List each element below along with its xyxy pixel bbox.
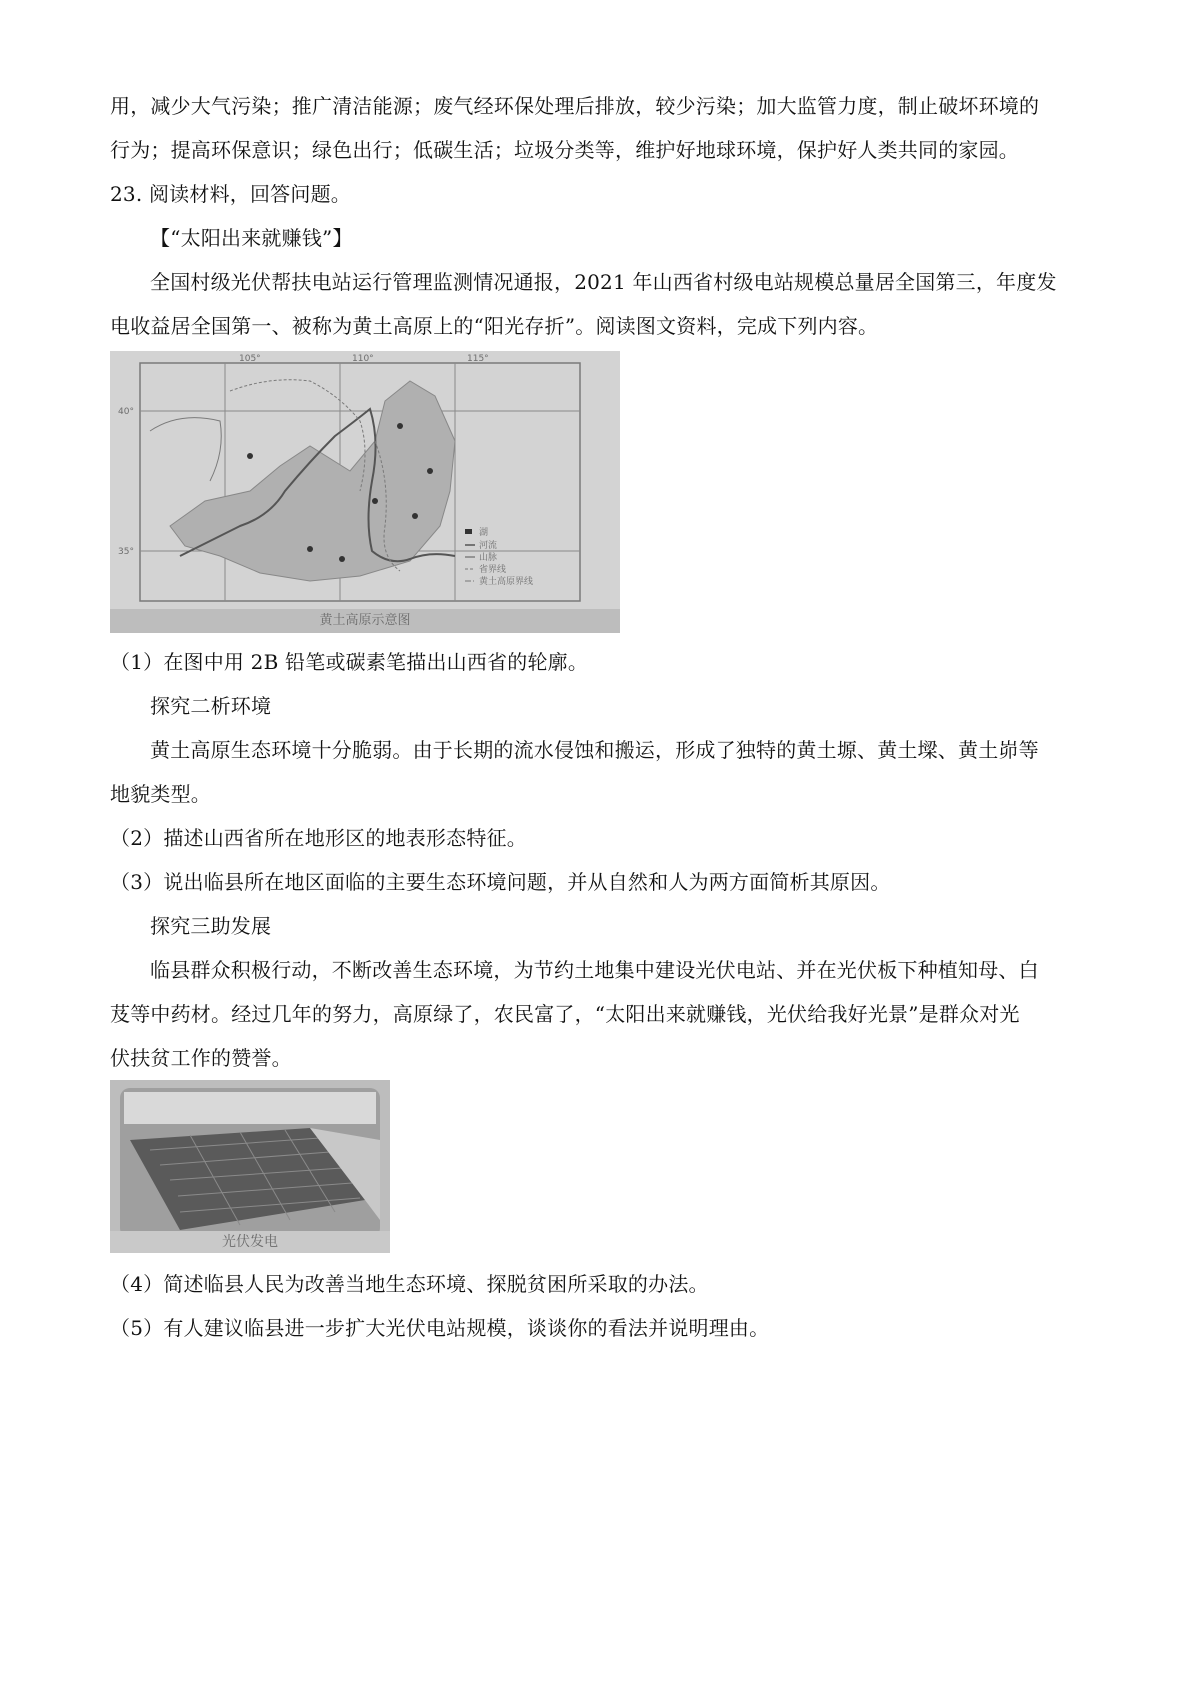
paragraph-3a: 临县群众积极行动，不断改善生态环境，为节约土地集中建设光伏电站、并在光伏板下种植知母、白: [150, 958, 1039, 982]
loess-plateau-map: [110, 351, 620, 633]
map-legend-river: 河流: [479, 541, 498, 551]
section-title: 【“太阳出来就赚钱”】: [150, 226, 353, 250]
map-caption: 黄土高原示意图: [110, 609, 620, 633]
sub-question-3: （3）说出临县所在地区面临的主要生态环境问题，并从自然和人为两方面简析其原因。: [110, 870, 891, 894]
map-legend-plateau-border: 黄土高原界线: [479, 577, 534, 587]
text-line-2: 行为；提高环保意识；绿色出行；低碳生活；垃圾分类等，维护好地球环境，保护好人类共同的家园。: [110, 138, 1019, 162]
paragraph-1b: 电收益居全国第一、被称为黄土高原上的“阳光存折”。阅读图文资料，完成下列内容。: [110, 314, 879, 338]
map-lon-label-2: 110°: [352, 354, 374, 364]
photo-caption: 光伏发电: [110, 1231, 390, 1253]
text-line-1: 用，减少大气污染；推广清洁能源；废气经环保处理后排放，较少污染；加大监管力度，制止破坏环境的: [110, 94, 1040, 118]
sub-question-5: （5）有人建议临县进一步扩大光伏电站规模，谈谈你的看法并说明理由。: [110, 1316, 770, 1340]
map-lat-label-1: 40°: [118, 407, 134, 417]
sub-question-2: （2）描述山西省所在地形区的地表形态特征。: [110, 826, 527, 850]
map-drawing: [110, 351, 620, 633]
map-lat-label-2: 35°: [118, 547, 134, 557]
explore-3-heading: 探究三助发展: [150, 914, 272, 938]
sub-question-1: （1）在图中用 2B 铅笔或碳素笔描出山西省的轮廓。: [110, 650, 589, 674]
map-legend-province-border: 省界线: [479, 565, 507, 575]
explore-2-heading: 探究二析环境: [150, 694, 272, 718]
map-lon-label-1: 105°: [239, 354, 261, 364]
question-23-title: 23. 阅读材料，回答问题。: [110, 182, 351, 206]
sub-question-4: （4）简述临县人民为改善当地生态环境、探脱贫困所采取的办法。: [110, 1272, 709, 1296]
paragraph-3c: 伏扶贫工作的赞誉。: [110, 1046, 292, 1070]
map-legend-lake: 湖: [479, 528, 489, 538]
paragraph-2b: 地貌类型。: [110, 782, 211, 806]
map-lon-label-3: 115°: [467, 354, 489, 364]
paragraph-3b: 芨等中药材。经过几年的努力，高原绿了，农民富了，“太阳出来就赚钱，光伏给我好光景”是群众对光: [110, 1002, 1020, 1026]
map-legend-mountain: 山脉: [479, 553, 498, 563]
paragraph-2a: 黄土高原生态环境十分脆弱。由于长期的流水侵蚀和搬运，形成了独特的黄土塬、黄土墚、黄土峁等: [150, 738, 1039, 762]
paragraph-1a: 全国村级光伏帮扶电站运行管理监测情况通报，2021 年山西省村级电站规模总量居全国第三，年度发: [150, 270, 1057, 294]
solar-photo-drawing: [110, 1080, 390, 1253]
solar-power-photo: [110, 1080, 390, 1253]
